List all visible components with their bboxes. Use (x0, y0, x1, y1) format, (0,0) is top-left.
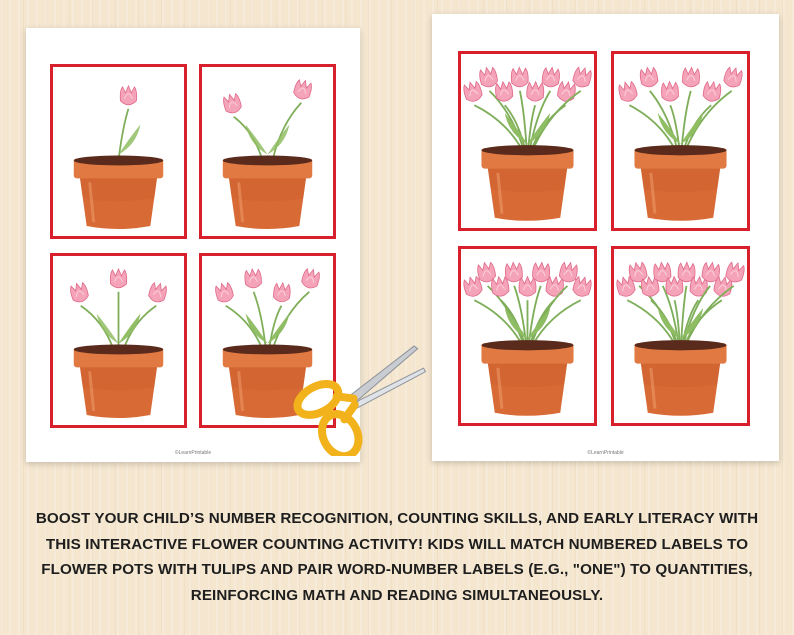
tulip-flower (273, 282, 291, 302)
tulip-flower (462, 80, 484, 103)
flower-pot (481, 145, 573, 221)
tulip-pot-illustration (53, 256, 184, 425)
tulip-flower (702, 80, 722, 102)
flower-pot (481, 340, 573, 416)
tulip-flower (541, 66, 560, 87)
tulip-flower (724, 261, 746, 284)
tulip-flower (556, 80, 576, 102)
flower-card (611, 246, 750, 426)
tulip-flower (682, 67, 700, 87)
tulip-flower (511, 67, 529, 87)
tulip-flower (300, 267, 321, 290)
product-description: BOOST YOUR CHILD’S NUMBER RECOGNITION, COUNTING SKILLS, AND EARLY LITERACY WITH THIS INTERACTIVE FLOWER COUNTING ACTIVITY! KIDS WILL MATCH NUMBERED LABELS TO FLOWER POTS WITH TULIPS AND PAIR WORD-NUMBER LABELS (E.G., "ONE") TO QUANTITIES, REINFORCING MATH AND READING SIMULTANEOUSLY. (35, 510, 759, 604)
flower-card (611, 51, 750, 231)
flower-pot (223, 155, 312, 229)
flower-pot (634, 145, 726, 221)
tulip-flower (722, 66, 744, 89)
tulip-flower (639, 66, 659, 88)
tulip-flower (110, 269, 126, 288)
flower-card (50, 64, 187, 239)
flower-card (199, 64, 336, 239)
tulip-flower (147, 281, 168, 304)
tulip-flower (661, 81, 679, 101)
flower-pot (74, 344, 163, 418)
tulip-flower (519, 277, 536, 296)
scissors-icon (292, 336, 442, 456)
tulip-pot-illustration (53, 67, 184, 236)
flower-card (50, 253, 187, 428)
tulip-flower (244, 268, 262, 288)
sheet-footer-mark: ©LearnPrintable (174, 450, 212, 456)
tulip-flower (292, 78, 313, 101)
flower-card (458, 51, 597, 231)
tulip-pot-illustration (461, 54, 594, 228)
flower-card (458, 246, 597, 426)
flower-pot (634, 340, 726, 416)
flower-pot (74, 155, 163, 229)
tulip-flower (617, 80, 639, 103)
tulip-pot-illustration (614, 54, 747, 228)
tulip-flower (222, 92, 243, 115)
tulip-flower (478, 66, 498, 88)
tulip-flower (120, 86, 136, 105)
tulip-pot-illustration (461, 249, 594, 423)
tulip-flower (214, 281, 235, 304)
sheet-footer-mark: ©LearnPrintable (587, 450, 624, 456)
tulip-pot-illustration (614, 249, 747, 423)
printable-sheet-right (432, 14, 779, 461)
tulip-flower (527, 81, 545, 101)
tulip-flower (69, 281, 90, 304)
tulip-pot-illustration (202, 67, 333, 236)
tulip-flower (532, 262, 550, 283)
tulip-flower (494, 81, 513, 102)
